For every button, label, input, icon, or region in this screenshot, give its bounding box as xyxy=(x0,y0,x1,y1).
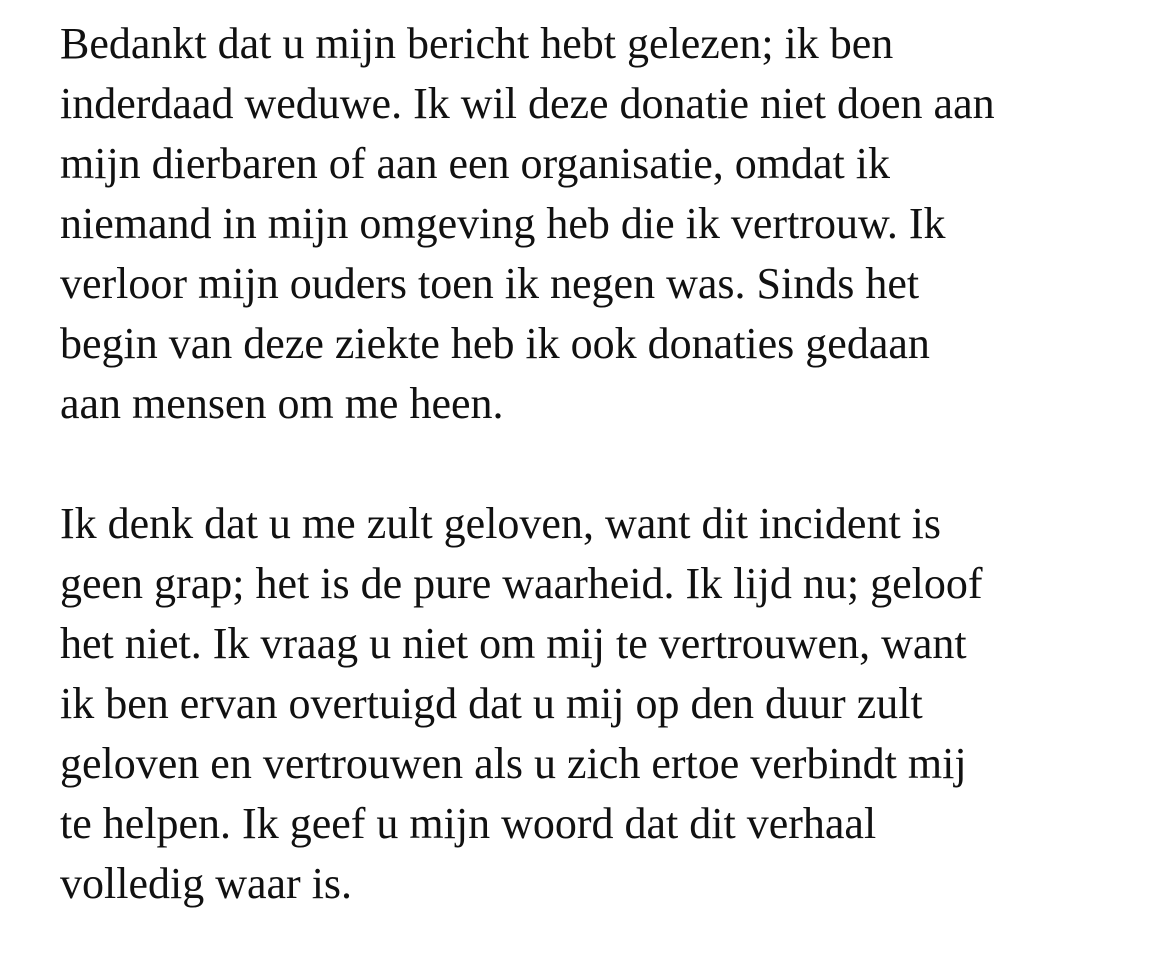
text-line: aan mensen om me heen. xyxy=(60,379,504,428)
text-line: mijn dierbaren of aan een organisatie, omdat ik xyxy=(60,139,891,188)
text-line: begin van deze ziekte heb ik ook donaties gedaan xyxy=(60,319,930,368)
text-line: ik ben ervan overtuigd dat u mij op den duur zult xyxy=(60,679,923,728)
text-line: geen grap; het is de pure waarheid. Ik lijd nu; geloof xyxy=(60,559,983,608)
text-line: te helpen. Ik geef u mijn woord dat dit verhaal xyxy=(60,799,877,848)
text-line: niemand in mijn omgeving heb die ik vertrouw. Ik xyxy=(60,199,946,248)
text-line: geloven en vertrouwen als u zich ertoe verbindt mij xyxy=(60,739,967,788)
text-line: Ik denk dat u me zult geloven, want dit incident is xyxy=(60,499,942,548)
message-paragraph-1 xyxy=(60,14,1140,434)
text-line: het niet. Ik vraag u niet om mij te vertrouwen, want xyxy=(60,619,967,668)
text-line: Bedankt dat u mijn bericht hebt gelezen; ik ben xyxy=(60,19,894,68)
text-line: volledig waar is. xyxy=(60,859,353,908)
message-paragraph-2 xyxy=(60,494,1140,914)
text-line: inderdaad weduwe. Ik wil deze donatie niet doen aan xyxy=(60,79,995,128)
text-line: verloor mijn ouders toen ik negen was. Sinds het xyxy=(60,259,920,308)
